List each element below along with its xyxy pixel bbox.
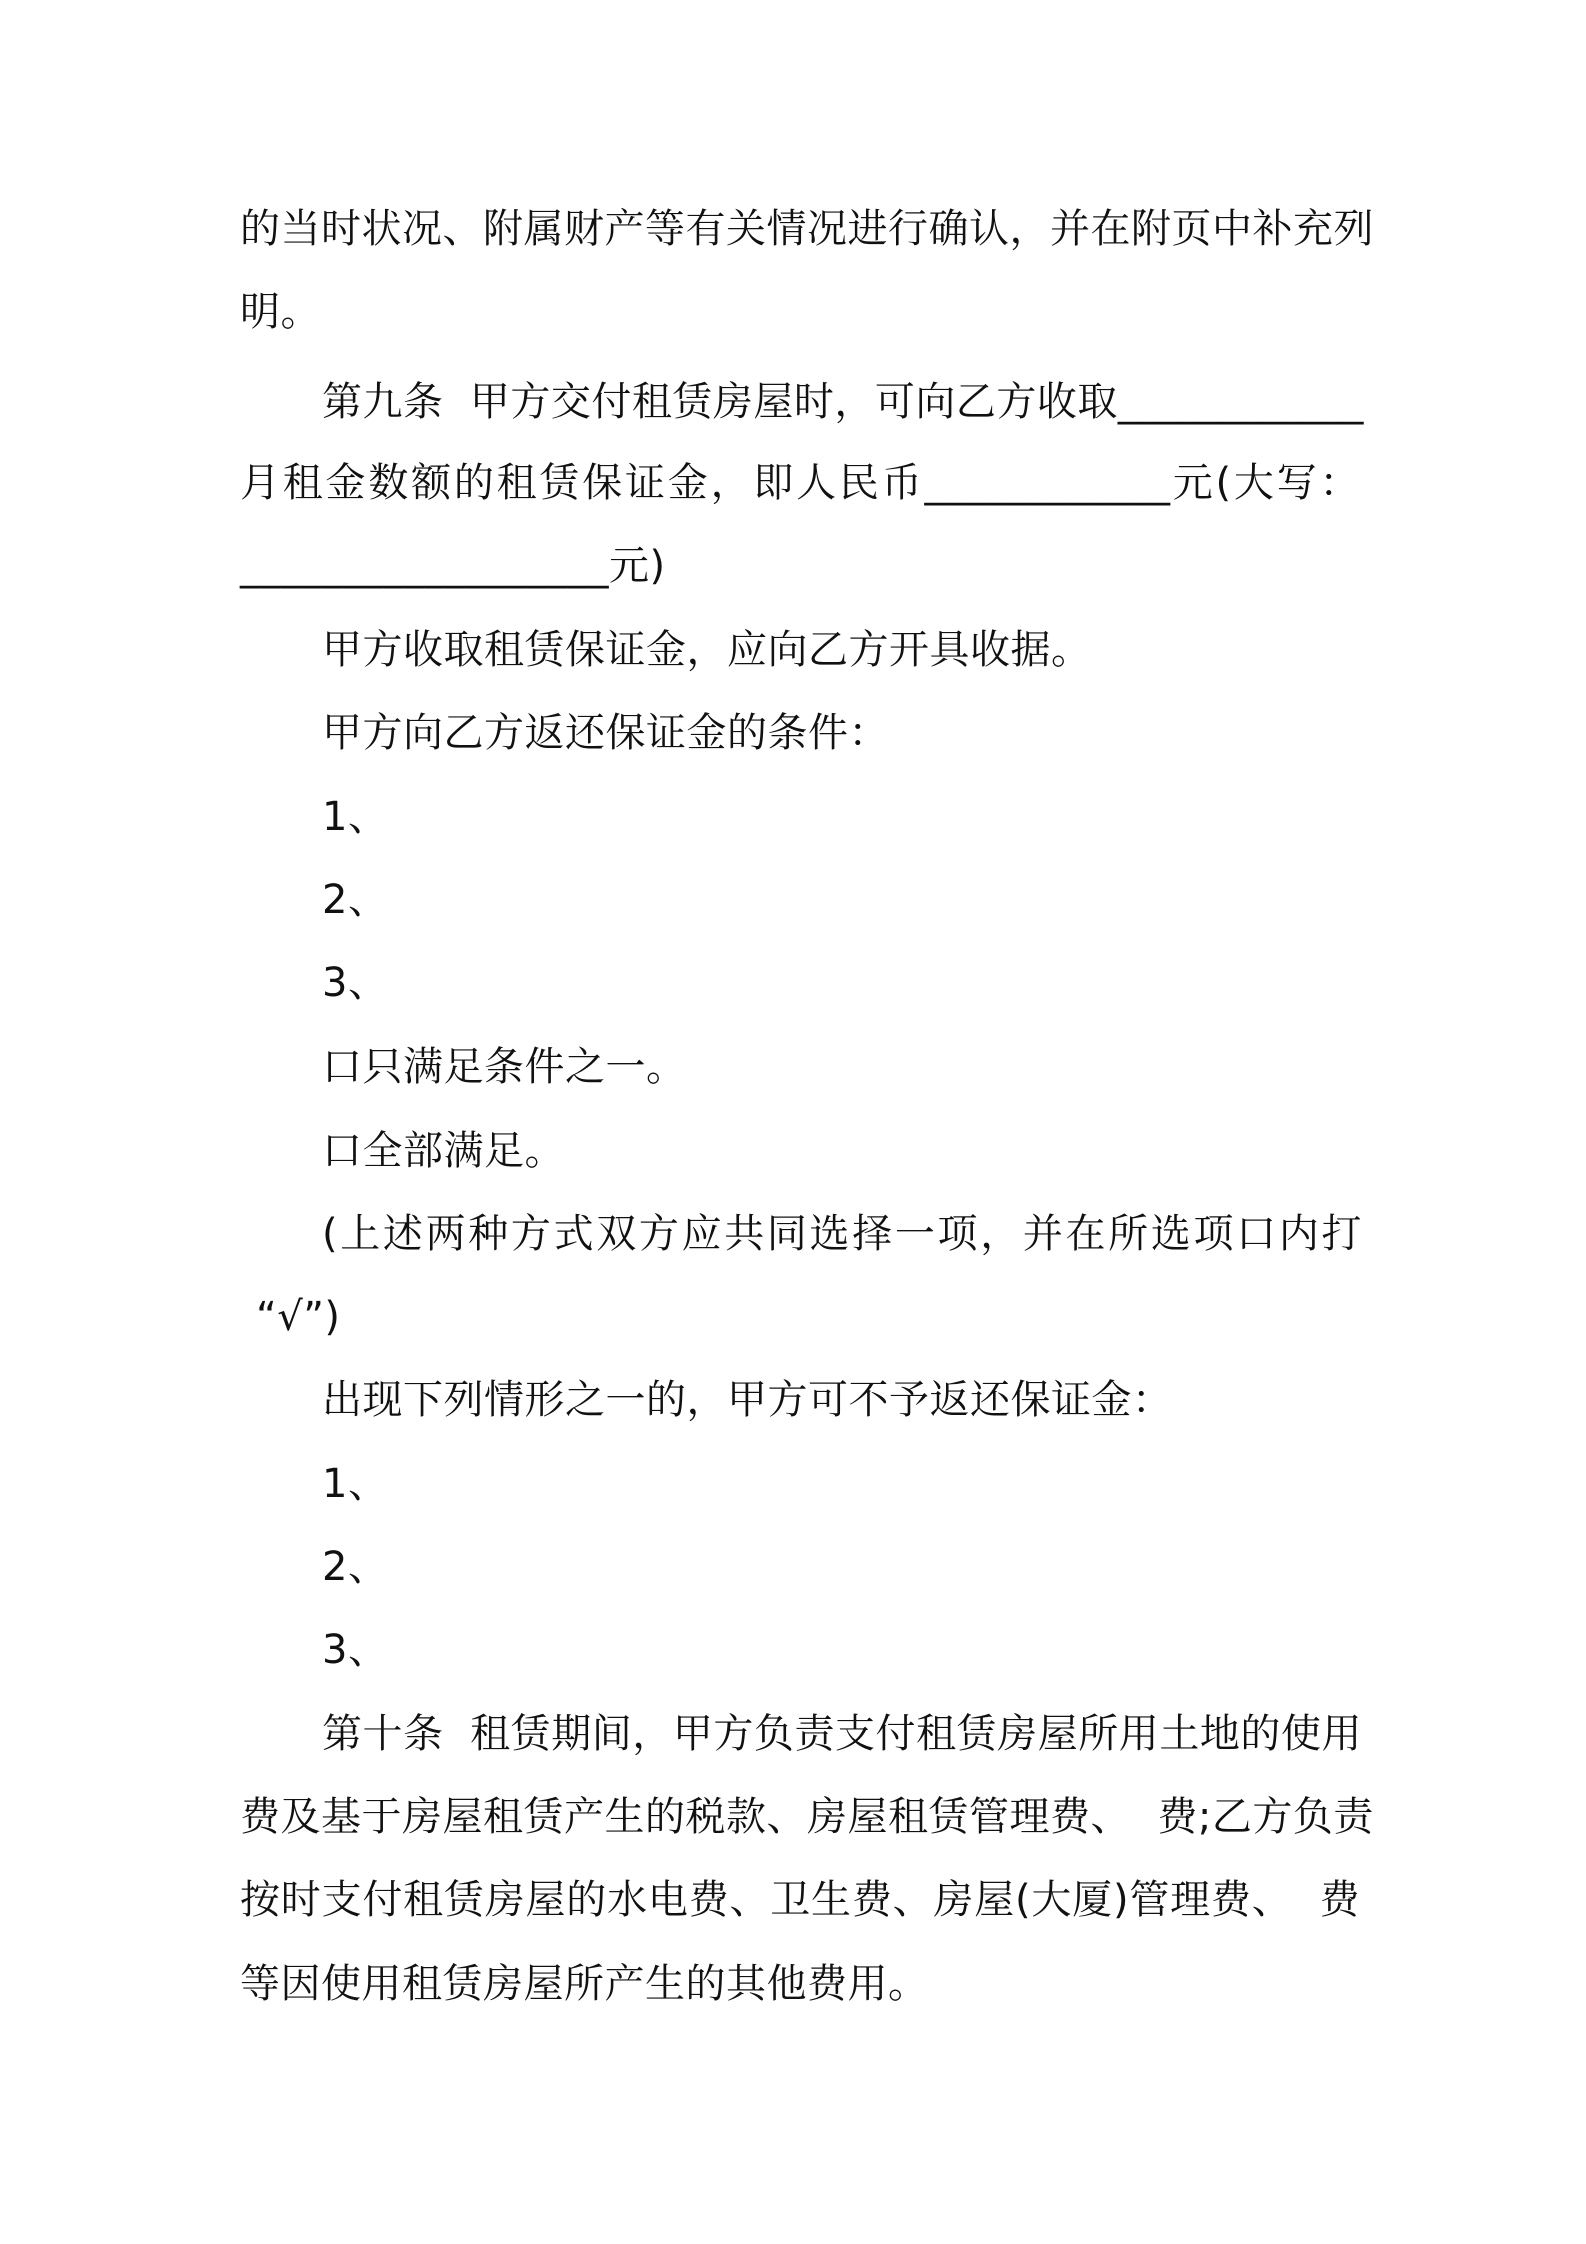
list-item: 3、 xyxy=(322,1627,389,1673)
list-item: 2、 xyxy=(322,1544,389,1590)
text-line: 甲方向乙方返还保证金的条件： xyxy=(322,710,889,756)
text-line: 月租金数额的租赁保证金，即人民币____________元(大写： xyxy=(240,460,1360,506)
text-line: 费及基于房屋租赁产生的税款、房屋租赁管理费、 费;乙方负责 xyxy=(240,1794,1374,1840)
clause-nine-heading-line: 第九条 甲方交付租赁房屋时，可向乙方收取____________ xyxy=(322,379,1364,425)
text-line: “√”) xyxy=(256,1294,341,1340)
list-item: 3、 xyxy=(322,960,389,1006)
clause-ten-heading-line: 第十条 租赁期间，甲方负责支付租赁房屋所用土地的使用 xyxy=(322,1711,1362,1757)
text-line: 按时支付租赁房屋的水电费、卫生费、房屋(大厦)管理费、 费 xyxy=(240,1877,1360,1923)
text-line: 的当时状况、附属财产等有关情况进行确认，并在附页中补充列 xyxy=(240,206,1374,252)
text-line: 出现下列情形之一的，甲方可不予返还保证金： xyxy=(322,1377,1173,1423)
text-line: 等因使用租赁房屋所产生的其他费用。 xyxy=(240,1961,929,2007)
text-line: (上述两种方式双方应共同选择一项，并在所选项口内打 xyxy=(322,1211,1362,1257)
text-line: 甲方收取租赁保证金，应向乙方开具收据。 xyxy=(322,627,1092,673)
list-item: 1、 xyxy=(322,794,389,840)
list-item: 2、 xyxy=(322,877,389,923)
list-item: 1、 xyxy=(322,1461,389,1507)
checkbox-option-line: 口只满足条件之一。 xyxy=(322,1044,687,1090)
text-line: __________________元) xyxy=(240,543,666,589)
text-line: 明。 xyxy=(240,289,321,335)
checkbox-option-line: 口全部满足。 xyxy=(322,1128,565,1174)
